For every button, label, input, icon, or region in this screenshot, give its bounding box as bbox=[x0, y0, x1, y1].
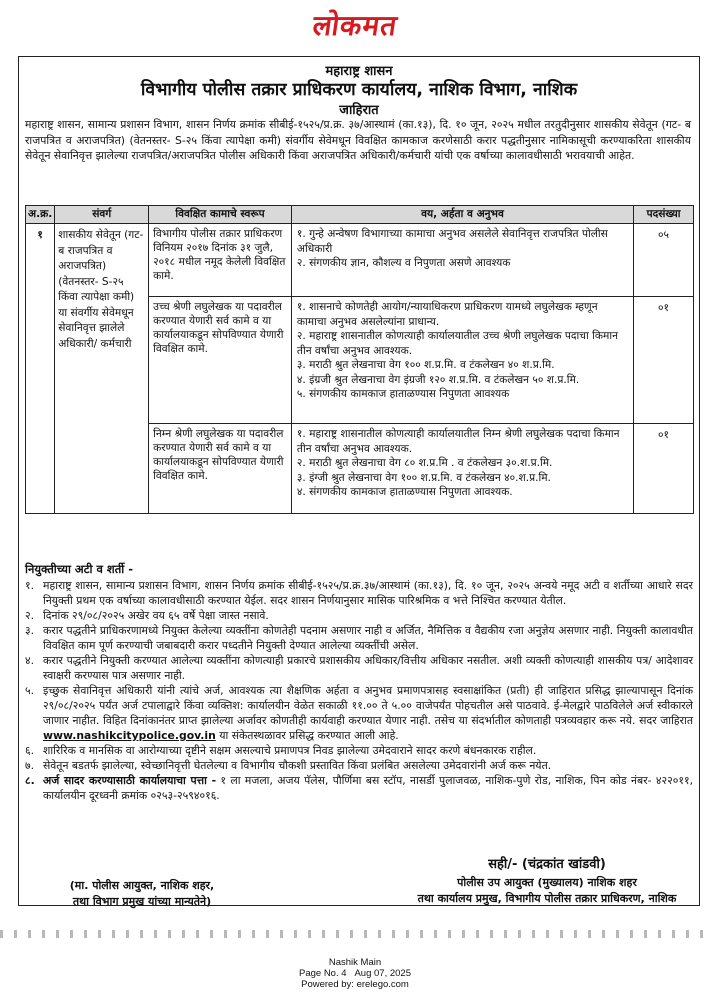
signatory-designation: पोलीस उप आयुक्त (मुख्यालय) नाशिक शहर bbox=[457, 876, 637, 889]
epaper-footer bbox=[0, 957, 710, 990]
qualification-item: ५. संगणकीय कामकाज हाताळण्यास निपुणता आवश्यक bbox=[296, 388, 510, 400]
condition-text-part: या संकेतस्थळावर प्रसिद्ध करण्यात आली आहे. bbox=[219, 729, 399, 742]
conditions-title: नियुक्तीच्या अटी व शर्ती - bbox=[25, 562, 134, 576]
condition-text bbox=[43, 773, 693, 803]
col-header-cadre: संवर्ग bbox=[55, 206, 149, 224]
cell-posts: ०१ bbox=[634, 424, 694, 514]
qualification-item: ४. इंग्रजी श्रुत लेखनाचा वेग इंग्रजी १२० श.प्र.मि. व टंकलेखन ५० श.प्र.मि. bbox=[296, 373, 580, 386]
cell-cadre: शासकीय सेवेतून (गट- ब राजपत्रित व अराजपत्रित) (वेतनस्तर- S-२५ किंवा त्यापेक्षा कमी) या संवर्गीय सेवेमधून सेवानिवृत्त झालेले अधिकारी/ कर्मचारी bbox=[55, 224, 149, 514]
notice-intro-paragraph: महाराष्ट्र शासन, सामान्य प्रशासन विभाग, शासन निर्णय क्रमांक सीबीई-१५२५/प्र.क्र. ३७/आस्थामं (का.१३), दि. १० जून, २०२५ मधील तरतुदीनुसार शासकीय सेवेतून (गट- ब राजपत्रित व अराजपत्रित) (वेतनस्तर- S-२५ किंवा त्यापेक्षा कमी) संवर्गीय सेवेमधून विवक्षित कामकाज करणेसाठी करार पद्धतीनुसार नामिकासूची करण्याकरिता शासकीय सेवेतून सेवानिवृत्त झालेल्या राजपत्रित/अराजपत्रित पोलीस अधिकारी किंवा अराजपत्रित अधिकारी/कर्मचारी यांची एक वर्षाच्या कालावधीसाठी भरावयाची आहेत. bbox=[25, 118, 691, 162]
condition-number: ७. bbox=[25, 759, 35, 772]
page-edge-band bbox=[0, 930, 710, 938]
cell-work: निम्न श्रेणी लघुलेखक या पदावरील करण्यात येणारी सर्व कामे व या कार्यालयाकडून सोपविण्यात येणारी विवक्षित कामे. bbox=[149, 424, 292, 514]
condition-text: करार पद्धतीने नियुक्ती करण्यात आलेल्या व्यक्तींना कोणत्याही प्रकारचे प्रशासकीय अधिकार/वित्तीय अधिकार नसतील. अशी व्यक्ती कोणत्याही शासकीय पत्र/ आदेशावर स्वाक्षरी करण्यास पात्र असणार नाही. bbox=[43, 654, 693, 682]
page-number: Page No. 4 bbox=[299, 968, 347, 979]
condition-number: ४. bbox=[25, 654, 35, 667]
office-address: १ ला मजला, अजय पॅलेस, पौर्णिमा बस स्टॉप, नासर्डी पुलाजवळ, नाशिक-पुणे रोड, नाशिक, पिन कोड नंबर- ४२२०११, कार्यालयीन दूरध्वनी क्रमांक ०२५३-२५९४०१६. bbox=[43, 774, 693, 802]
condition-text: दिनांक २९/०८/२०२५ अखेर वय ६५ वर्षे पेक्षा जास्त नसावे. bbox=[43, 609, 269, 622]
condition-text: करार पद्धतीने प्राधिकरणामध्ये नियुक्त केलेल्या व्यक्तींना कोणतेही पदनाम असणार नाही व अर्जित, नैमित्तिक व वैद्यकीय रजा अनुज्ञेय असणार नाही. नियुक्ती कालावधीत विवक्षित काम पूर्ण करण्याची जबाबदारी करार पध्दतीने नियुक्ती देण्यात आलेल्या व्यक्तींची असेल. bbox=[43, 624, 693, 652]
cell-qualification bbox=[291, 224, 633, 297]
approval-note bbox=[27, 878, 257, 910]
condition-number: २. bbox=[25, 609, 35, 622]
condition-item bbox=[25, 608, 693, 623]
publish-date: Aug 07, 2025 bbox=[354, 968, 411, 979]
condition-item bbox=[25, 683, 693, 743]
cell-work: उच्च श्रेणी लघुलेखक या पदावरील करण्यात येणारी सर्व कामे व या कार्यालयाकडून सोपविण्यात येणारी विवक्षित कामे. bbox=[149, 297, 292, 424]
signatory-name: सही/- (चंद्रकांत खांडवी) bbox=[488, 857, 606, 872]
condition-item bbox=[25, 743, 693, 758]
cell-posts: ०५ bbox=[634, 224, 694, 297]
qualification-item: १. गुन्हे अन्वेषण विभागाच्या कामाचा अनुभव असलेले सेवानिवृत्त राजपत्रित पोलीस अधिकारी bbox=[296, 228, 608, 255]
qualification-item: २. महाराष्ट्र शासनातील कोणत्याही कार्यालयातील उच्च श्रेणी लघुलेखक पदाचा किमान तीन वर्षांचा अनुभव आवश्यक. bbox=[296, 330, 618, 357]
edition-name: Nashik Main bbox=[328, 957, 382, 968]
conditions-list bbox=[25, 578, 693, 803]
condition-text: सेवेतून बडतर्फ झालेल्या, स्वेच्छानिवृत्ती घेतलेल्या व विभागीय चौकशी प्रस्तावित किंवा प्रलंबित असलेल्या उमेदवारांनी अर्ज करू नयेत. bbox=[43, 759, 552, 772]
signatory-office: तथा कार्यालय प्रमुख, विभागीय पोलीस तक्रार प्राधिकरण, नाशिक bbox=[417, 892, 677, 905]
cell-sr: १ bbox=[26, 224, 55, 514]
notice-heading: जाहिरात bbox=[339, 103, 379, 118]
qualification-item: ३. मराठी श्रुत लेखनाचा वेग १०० श.प्र.मि. व टंकलेखन ४० श.प्र.मि. bbox=[296, 359, 555, 371]
website-link[interactable]: www.nashikcitypolice.gov.in bbox=[43, 729, 216, 742]
condition-item bbox=[25, 623, 693, 653]
condition-number: ६. bbox=[25, 744, 35, 757]
cell-qualification bbox=[291, 424, 633, 514]
qualification-item: १. महाराष्ट्र शासनातील कोणत्याही कार्यालयातील निम्न श्रेणी लघुलेखक पदाचा किमान तीन वर्षांचा अनुभव आवश्यक. bbox=[296, 428, 620, 455]
vacancy-table bbox=[25, 205, 694, 514]
condition-item bbox=[25, 653, 693, 683]
table-header-row bbox=[26, 206, 694, 224]
advertisement-frame bbox=[18, 56, 700, 906]
powered-by: Powered by: erelego.com bbox=[301, 979, 409, 990]
cell-qualification bbox=[291, 297, 633, 424]
condition-text-part: इच्छुक सेवानिवृत्त अधिकारी यांनी त्यांचे अर्ज, आवश्यक त्या शैक्षणिक अर्हता व अनुभव प्रमाणपत्रासह स्वसाक्षांकित (प्रती) ही जाहिरात प्रसिद्ध झाल्यापासून दिनांक २९/०८/२०२५ पर्यंत अर्ज टपालाद्वारे किंवा व्यक्तिश: कार्यालयीन वेळेत सकाळी ११.०० ते ५.०० वाजेपर्यंत पोहचतील असे पाठवावे. ई-मेलद्वारे पाठविलेले अर्ज स्वीकारले जाणार नाहीत. विहित दिनांकानंतर प्राप्त झालेल्या अर्जावर कोणतीही कार्यवाही करण्यात येणार नाही. तसेच या संदर्भातील कोणताही पत्रव्यवहार करू नये. सदर जाहिरात bbox=[43, 684, 693, 727]
condition-item bbox=[25, 758, 693, 773]
condition-item bbox=[25, 773, 693, 803]
condition-text: शारिरिक व मानसिक वा आरोग्याच्या दृष्टीने सक्षम असल्याचे प्रमाणपत्र निवड झालेल्या उमेदवाराने सादर करणे बंधनकारक राहील. bbox=[43, 744, 537, 757]
condition-number: ५. bbox=[25, 684, 35, 697]
table-row bbox=[26, 224, 694, 297]
col-header-posts: पदसंख्या bbox=[634, 206, 694, 224]
qualification-item: ३. इंग्जी श्रुत लेखनाचा वेग १०० श.प्र.मि. व टंकलेखन ४०.श.प्र.मि. bbox=[296, 471, 551, 484]
page-info bbox=[0, 968, 710, 979]
qualification-item: १. शासनाचे कोणतेही आयोग/न्यायाधिकरण प्राधिकरण यामध्ये लघुलेखक म्हणून कामाचा अनुभव असलेल्यांना प्राधान्य. bbox=[296, 301, 598, 328]
notice-office-title: विभागीय पोलीस तक्रार प्राधिकरण कार्यालय, नाशिक विभाग, नाशिक bbox=[140, 80, 578, 100]
condition-number: ३. bbox=[25, 624, 35, 637]
condition-number: ८. bbox=[25, 774, 35, 787]
address-label: अर्ज सादर करण्यासाठी कार्यालयाचा पत्ता - bbox=[43, 774, 217, 787]
cell-work: विभागीय पोलीस तक्रार प्राधिकरण विनियम २०१७ दिनांक ३१ जुलै, २०१८ मधील नमूद केलेली विवक्षित कामे. bbox=[149, 224, 292, 297]
col-header-sr: अ.क्र. bbox=[26, 206, 55, 224]
notice-government-line: महाराष्ट्र शासन bbox=[325, 64, 393, 79]
col-header-qualification: वय, अर्हता व अनुभव bbox=[291, 206, 633, 224]
approval-line: तथा विभाग प्रमुख यांच्या मान्यतेने) bbox=[72, 895, 212, 908]
qualification-item: २. मराठी श्रुत लेखनाचा वेग ८० श.प्र.मि . व टंकलेखन ३०.श.प्र.मि. bbox=[296, 457, 553, 469]
approval-line: (मा. पोलीस आयुक्त, नाशिक शहर, bbox=[69, 879, 215, 892]
cell-posts: ०१ bbox=[634, 297, 694, 424]
newspaper-masthead bbox=[0, 6, 710, 44]
condition-number: १. bbox=[25, 579, 35, 592]
qualification-item: २. संगणकीय ज्ञान, कौशल्य व निपुणता असणे आवश्यक bbox=[296, 257, 511, 269]
signatory-block bbox=[399, 857, 695, 907]
lokmat-logo: लोकमत bbox=[310, 9, 400, 42]
qualification-item: ४. संगणकीय कामकाज हाताळण्यास निपुणता आवश्यक. bbox=[296, 486, 513, 498]
col-header-work: विवक्षित कामाचे स्वरूप bbox=[149, 206, 292, 224]
condition-text: महाराष्ट्र शासन, सामान्य प्रशासन विभाग, शासन निर्णय क्रमांक सीबीई-१५२५/प्र.क्र.३७/आस्थामं (का.१३), दि. १० जून, २०२५ अन्वये नमूद अटी व शर्तीच्या आधारे सदर नियुक्ती प्रथम एक वर्षाच्या कालावधीसाठी करण्यात येईल. सदर शासन निर्णयानुसार मासिक पारिश्रमिक व भत्ते निश्चित करण्यात येतील. bbox=[43, 579, 693, 607]
condition-item bbox=[25, 578, 693, 608]
condition-text bbox=[43, 683, 693, 743]
